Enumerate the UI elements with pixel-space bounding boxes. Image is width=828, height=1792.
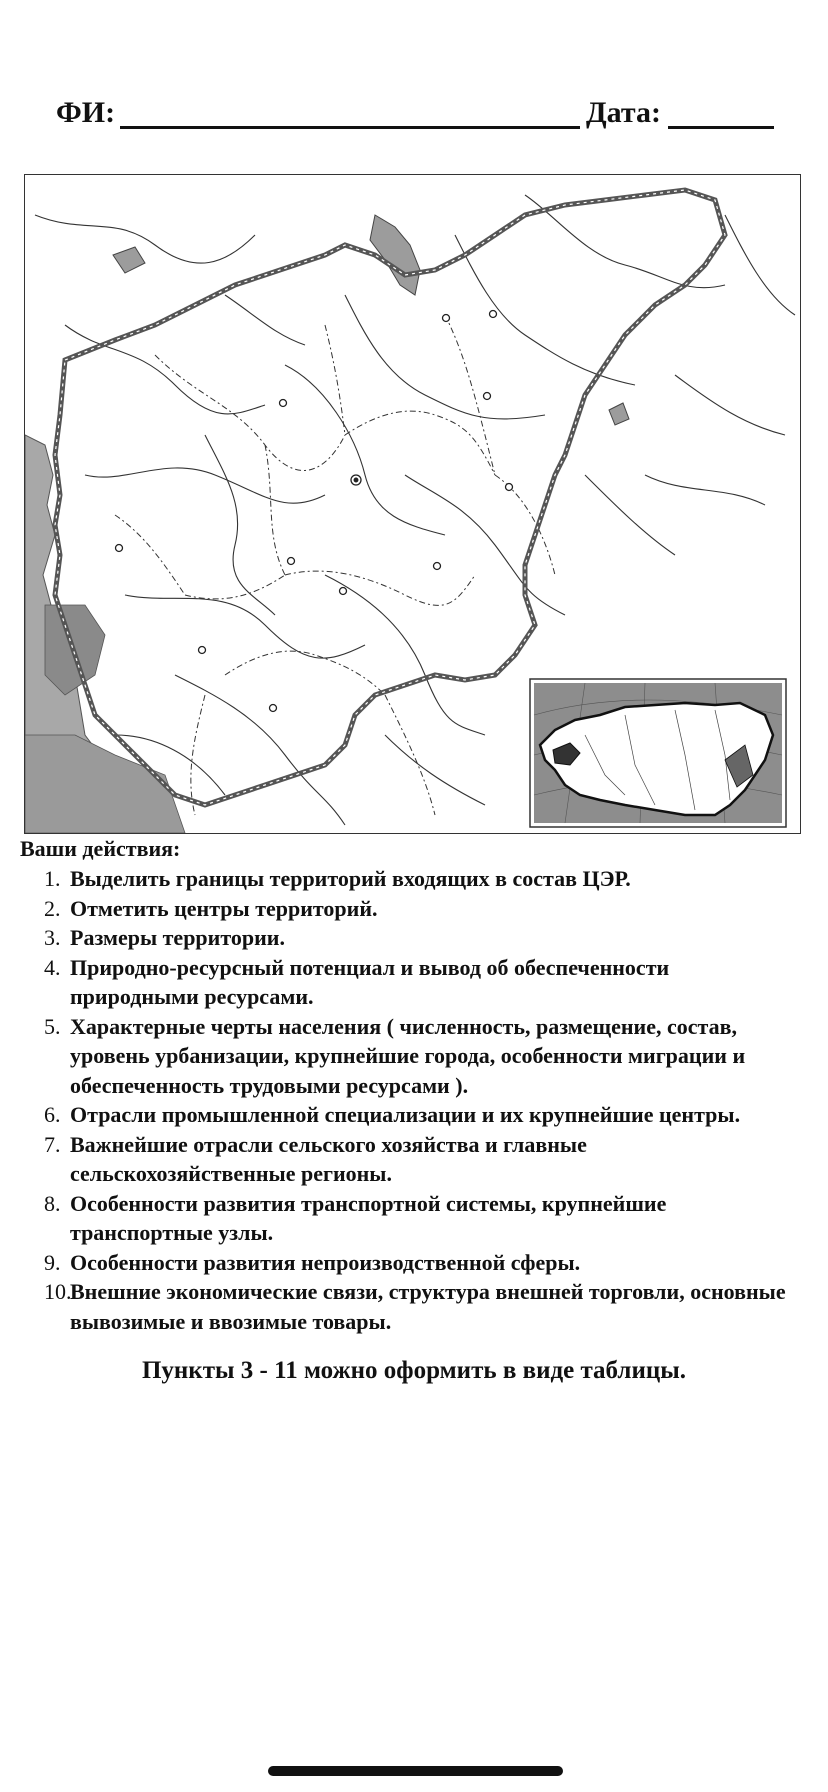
city-marker (288, 558, 295, 565)
home-indicator[interactable] (268, 1766, 563, 1776)
city-marker (270, 705, 277, 712)
lake-3 (609, 403, 629, 425)
list-item (20, 923, 800, 953)
list-item (20, 894, 800, 924)
city-marker (199, 647, 206, 654)
contour-map (24, 174, 801, 834)
header (56, 96, 776, 136)
tasks-title: Ваши действия: (20, 836, 181, 861)
name-label: ФИ: (56, 96, 116, 129)
item-text: Особенности развития непроизводственной сферы. (70, 1249, 581, 1275)
list-item (20, 1130, 800, 1189)
city-marker (434, 563, 441, 570)
list-item (20, 864, 800, 894)
item-number: 4. (44, 954, 61, 980)
name-blank-line[interactable] (120, 126, 580, 129)
list-item (20, 1100, 800, 1130)
date-blank-line[interactable] (668, 126, 774, 129)
item-text: Природно-ресурсный потенциал и вывод об обеспеченности природными ресурсами. (70, 954, 670, 1009)
list-item (20, 1277, 800, 1336)
item-number: 6. (44, 1102, 61, 1127)
item-number: 2. (44, 895, 61, 921)
table-note: Пункты 3 - 11 можно оформить в виде таблицы. (141, 1357, 687, 1384)
item-text: Выделить границы территорий входящих в состав ЦЭР. (70, 866, 631, 891)
item-number: 9. (44, 1249, 61, 1275)
item-number: 7. (44, 1131, 61, 1157)
city-markers (116, 311, 513, 712)
list-item (20, 953, 800, 1012)
city-marker (280, 400, 287, 407)
map-svg (25, 175, 800, 833)
item-number: 5. (44, 1013, 61, 1039)
item-text: Отрасли промышленной специализации и их крупнейшие центры. (70, 1102, 741, 1127)
item-text: Особенности развития транспортной системы, крупнейшие транспортные узлы. (70, 1190, 667, 1245)
city-marker (340, 588, 347, 595)
item-number: 3. (44, 925, 61, 950)
item-number: 8. (44, 1190, 61, 1216)
item-text: Отметить центры территорий. (70, 895, 378, 921)
item-text: Размеры территории. (70, 925, 285, 950)
inset-russia-map (530, 679, 786, 827)
city-marker (506, 484, 513, 491)
date-label: Дата: (586, 96, 661, 129)
item-text: Важнейшие отрасли сельского хозяйства и главные сельскохозяйственные регионы. (70, 1131, 587, 1186)
list-item (20, 1189, 800, 1248)
city-marker (116, 545, 123, 552)
item-number: 10. (44, 1279, 72, 1304)
list-item (20, 1012, 800, 1101)
item-text: Характерные черты населения ( численность, размещение, состав, уровень урбанизации, крупнейшие города, особенности миграции и обеспеченность трудовыми ресурсами ). (70, 1013, 746, 1098)
lake-2 (113, 247, 145, 273)
item-text: Внешние экономические связи, структура внешней торговли, основные вывозимые и ввозимые товары. (70, 1279, 786, 1334)
city-marker (490, 311, 497, 318)
city-marker (484, 393, 491, 400)
city-marker (443, 315, 450, 322)
internal-borders (115, 315, 555, 815)
item-number: 1. (44, 866, 61, 891)
tasks-list (20, 864, 800, 1336)
list-item (20, 1248, 800, 1278)
